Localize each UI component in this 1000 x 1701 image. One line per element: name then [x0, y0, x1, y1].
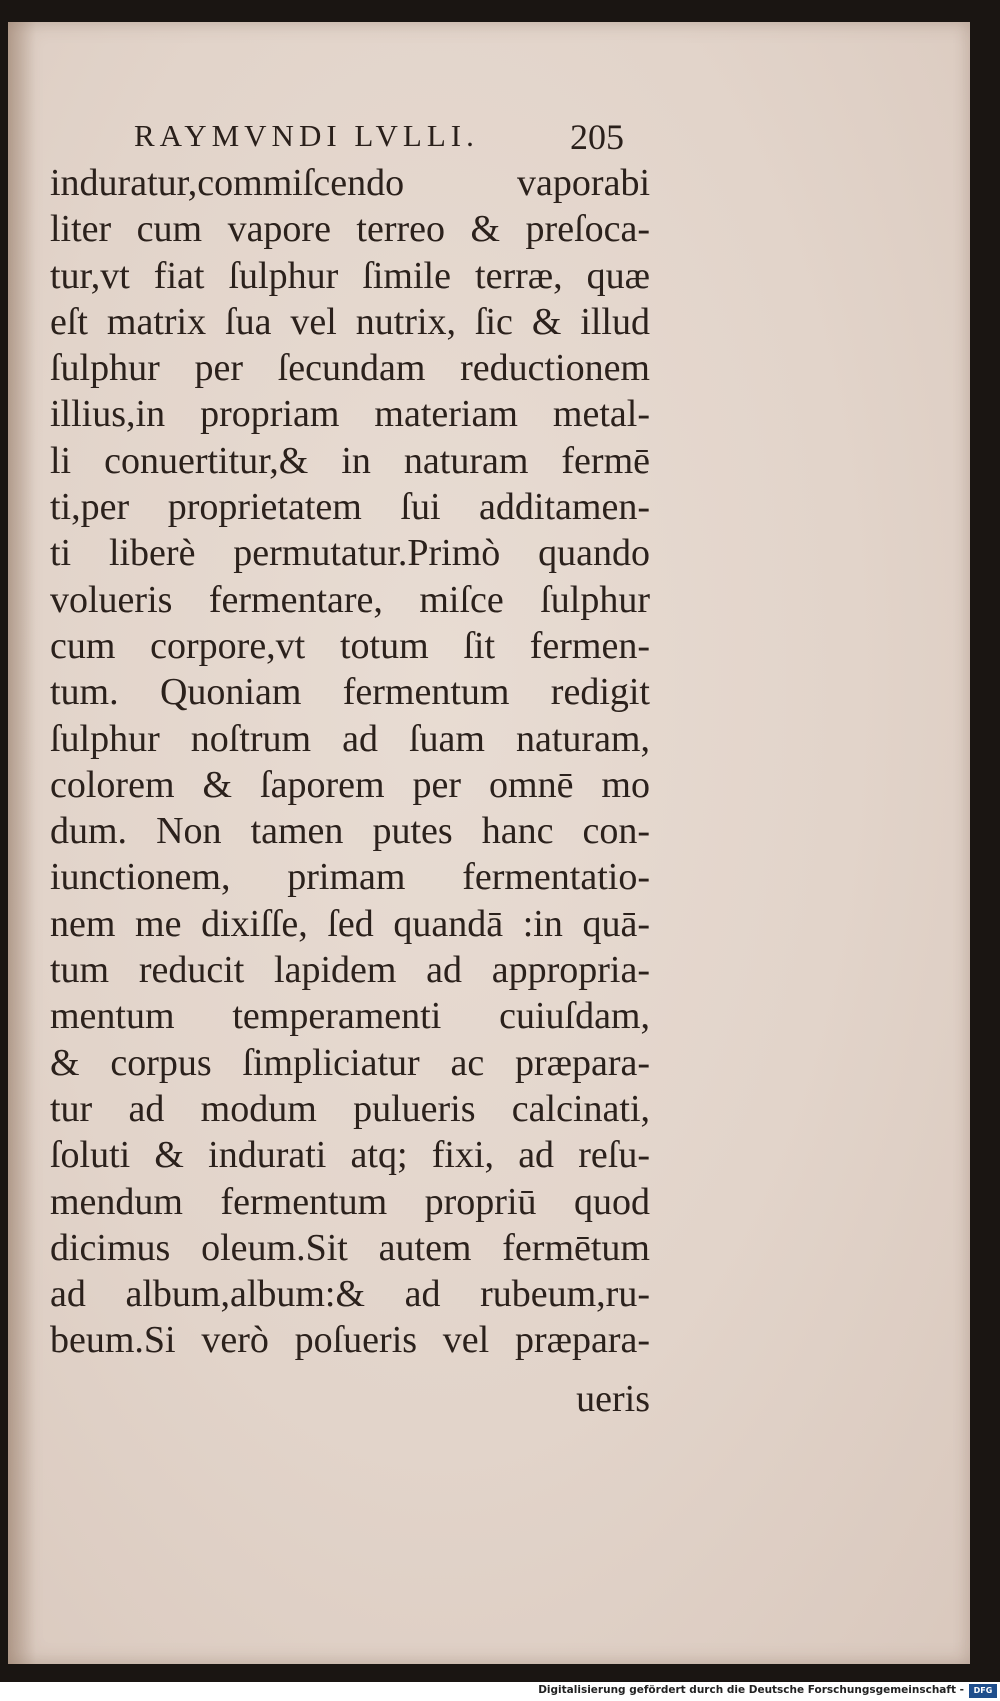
digitization-credit: Digitalisierung gefördert durch die Deutsche Forschungsgemeinschaft - [538, 1684, 964, 1696]
text-line: ſulphur noſtrum ad ſuam naturam, [50, 717, 650, 760]
text-line: induratur,commiſcendo vaporabi [50, 162, 650, 204]
dfg-logo-icon: DFG [969, 1684, 997, 1698]
text-line: mendum fermentum propriū quod [50, 1180, 650, 1223]
text-line: tur,vt fiat ſulphur ſimile terræ, quæ [50, 254, 650, 297]
text-line: ti liberè permutatur.Primò quando [50, 532, 650, 575]
text-line: dum. Non tamen putes hanc con- [50, 810, 650, 853]
text-line: illius,in propriam materiam metal- [50, 393, 650, 436]
catchword: ueris [576, 1378, 650, 1420]
text-line: cum corpore,vt totum ſit fermen- [50, 624, 650, 667]
text-line: li conuertitur,& in naturam fermē [50, 439, 650, 482]
text-line: beum.Si verò poſueris vel præpara- [50, 1319, 650, 1362]
text-line: ſoluti & indurati atq; fixi, ad reſu- [50, 1134, 650, 1177]
text-line: colorem & ſaporem per omnē mo [50, 763, 650, 806]
text-line: tum. Quoniam fermentum redigit [50, 671, 650, 714]
text-line: eſt matrix ſua vel nutrix, ſic & illud [50, 300, 650, 343]
text-line: iunctionem, primam fermentatio- [50, 856, 650, 899]
text-line: tur ad modum pulueris calcinati, [50, 1087, 650, 1130]
body-text [50, 160, 650, 1364]
text-line: ſulphur per ſecundam reductionem [50, 347, 650, 390]
running-head: RAYMVNDI LVLLI. [134, 118, 479, 153]
page-number: 205 [570, 117, 624, 157]
text-line: volueris fermentare, miſce ſulphur [50, 578, 650, 621]
text-line: tum reducit lapidem ad appropria- [50, 949, 650, 992]
text-line: nem me dixiſſe, ſed quandā :in quā- [50, 902, 650, 945]
text-line: & corpus ſimpliciatur ac præpara- [50, 1041, 650, 1084]
gutter-shadow [8, 22, 36, 1664]
text-line: liter cum vapore terreo & preſoca- [50, 208, 650, 251]
text-line: ad album,album:& ad rubeum,ru- [50, 1273, 650, 1316]
text-line: ti,per proprietatem ſui additamen- [50, 486, 650, 529]
text-line: dicimus oleum.Sit autem fermētum [50, 1226, 650, 1269]
text-line: mentum temperamenti cuiuſdam, [50, 995, 650, 1038]
